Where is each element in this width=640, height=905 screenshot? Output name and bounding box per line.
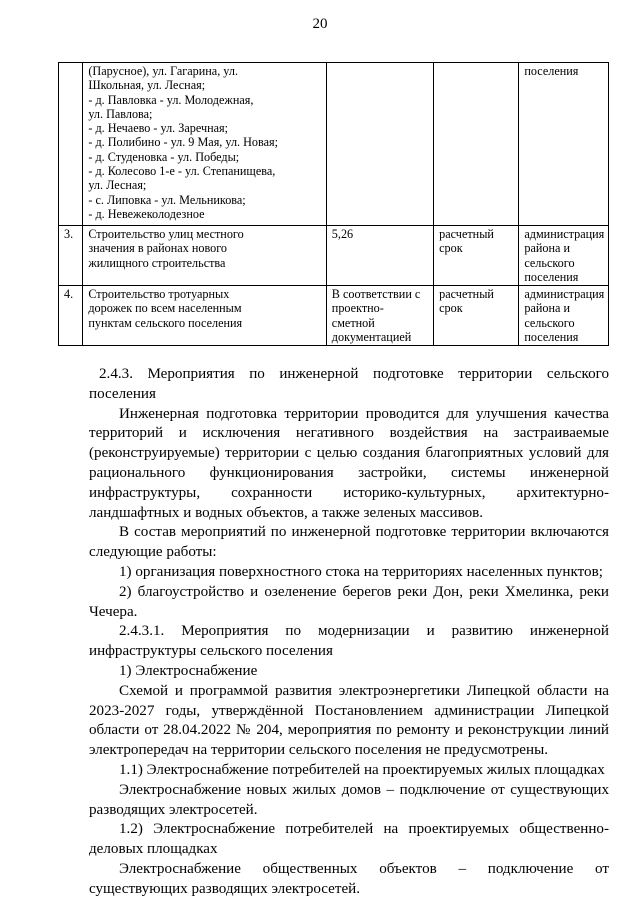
description-line: - д. Колесово 1-е - ул. Степанищева, [88, 164, 276, 179]
value-line: 5,26 [331, 227, 354, 241]
term-line: срок [439, 241, 463, 256]
value-cell [326, 286, 433, 346]
responsible-line: поселения [524, 269, 579, 284]
description-line: - д. Невежеколодезное [88, 206, 205, 221]
table-row [59, 226, 609, 286]
responsible-cell [519, 286, 609, 346]
term-cell [434, 286, 519, 346]
value-line: В соответствии с [331, 287, 421, 302]
responsible-line: поселения [524, 64, 579, 78]
section-heading: 2.4.3. Мероприятия по инженерной подготовке территории сельского поселения [89, 366, 609, 402]
description-line: жилищного строительства [88, 255, 226, 270]
responsible-line: сельского [524, 315, 575, 330]
row-number-cell: 4. [59, 286, 83, 346]
description-line: - д. Полибино - ул. 9 Мая, ул. Новая; [88, 135, 279, 150]
description-line: - с. Липовка - ул. Мельникова; [88, 192, 246, 207]
paragraph: Схемой и программой развития электроэнергетики Липецкой области на 2023-2027 годы, утверждённой Постановлением администрации Липецкой области от 28.04.2022 № 204, мероприятия по ремонту и реконструкции линий электропередач на территории сельского поселения не предусмотрены. [89, 682, 609, 759]
description-line: дорожек по всем населенным [88, 301, 242, 316]
value-cell [326, 63, 433, 226]
value-line: сметной [331, 315, 375, 330]
description-line: Строительство тротуарных [88, 287, 230, 302]
description-line: Строительство улиц местного [88, 227, 244, 241]
list-item: 1) организация поверхностного стока на территориях населенных пунктов; [119, 563, 603, 580]
paragraph: Инженерная подготовка территории проводится для улучшения качества территорий и исключения негативного воздействия на застраиваемые (реконструируемые) территории с целью создания благоприятных условий для рационального функционирования застройки, системы инженерной инфраструктуры, сохранности историко-культурных, архитектурно-ландшафтных и водных объектов, а также зеленых массивов. [89, 405, 609, 521]
description-line: (Парусное), ул. Гагарина, ул. [88, 64, 238, 78]
measures-table [58, 62, 609, 346]
row-number-cell [59, 63, 83, 226]
body-text [89, 365, 609, 900]
measure-description-cell [83, 226, 326, 286]
paragraph: В состав мероприятий по инженерной подготовке территории включаются следующие работы: [89, 524, 609, 561]
responsible-cell [519, 226, 609, 286]
description-line: - д. Студеновка - ул. Победы; [88, 149, 240, 164]
subsection-heading: 1.1) Электроснабжение потребителей на проектируемых жилых площадках [119, 761, 605, 778]
measure-description-cell [83, 286, 326, 346]
term-line: расчетный [439, 287, 494, 302]
term-line: срок [439, 301, 463, 316]
description-line: - д. Нечаево - ул. Заречная; [88, 121, 229, 136]
description-line: - д. Павловка - ул. Молодежная, [88, 92, 254, 107]
subsection-heading: 1.2) Электроснабжение потребителей на проектируемых общественно-деловых площадках [89, 821, 609, 858]
page-number: 20 [312, 16, 328, 32]
responsible-line: администрация [524, 227, 605, 241]
responsible-line: сельского [524, 255, 575, 270]
term-cell [434, 226, 519, 286]
responsible-line: администрация [524, 287, 605, 302]
description-line: пунктам сельского поселения [88, 315, 243, 330]
description-line: значения в районах нового [88, 241, 227, 256]
value-line: документацией [331, 330, 412, 345]
value-line: проектно- [331, 301, 384, 316]
subsection-heading: 1) Электроснабжение [119, 662, 258, 679]
table-row [59, 63, 609, 226]
responsible-line: района и [524, 301, 570, 316]
description-line: ул. Лесная; [88, 178, 147, 193]
description-line: ул. Павлова; [88, 106, 153, 121]
responsible-line: района и [524, 241, 570, 256]
responsible-cell [519, 63, 609, 226]
value-cell [326, 226, 433, 286]
row-number-cell: 3. [59, 226, 83, 286]
term-cell [434, 63, 519, 226]
paragraph: Электроснабжение общественных объектов – подключение от существующих разводящих электросетей. [89, 860, 609, 897]
term-line: расчетный [439, 227, 494, 241]
table-row [59, 286, 609, 346]
section-heading: 2.4.3.1. Мероприятия по модернизации и развитию инженерной инфраструктуры сельского поселения [89, 623, 609, 660]
list-item: 2) благоустройство и озеленение берегов реки Дон, реки Хмелинка, реки Чечера. [89, 583, 609, 620]
description-line: Школьная, ул. Лесная; [88, 78, 206, 93]
paragraph: Электроснабжение новых жилых домов – подключение от существующих разводящих электросетей. [89, 781, 609, 818]
responsible-line: поселения [524, 330, 579, 345]
measure-description-cell [83, 63, 326, 226]
